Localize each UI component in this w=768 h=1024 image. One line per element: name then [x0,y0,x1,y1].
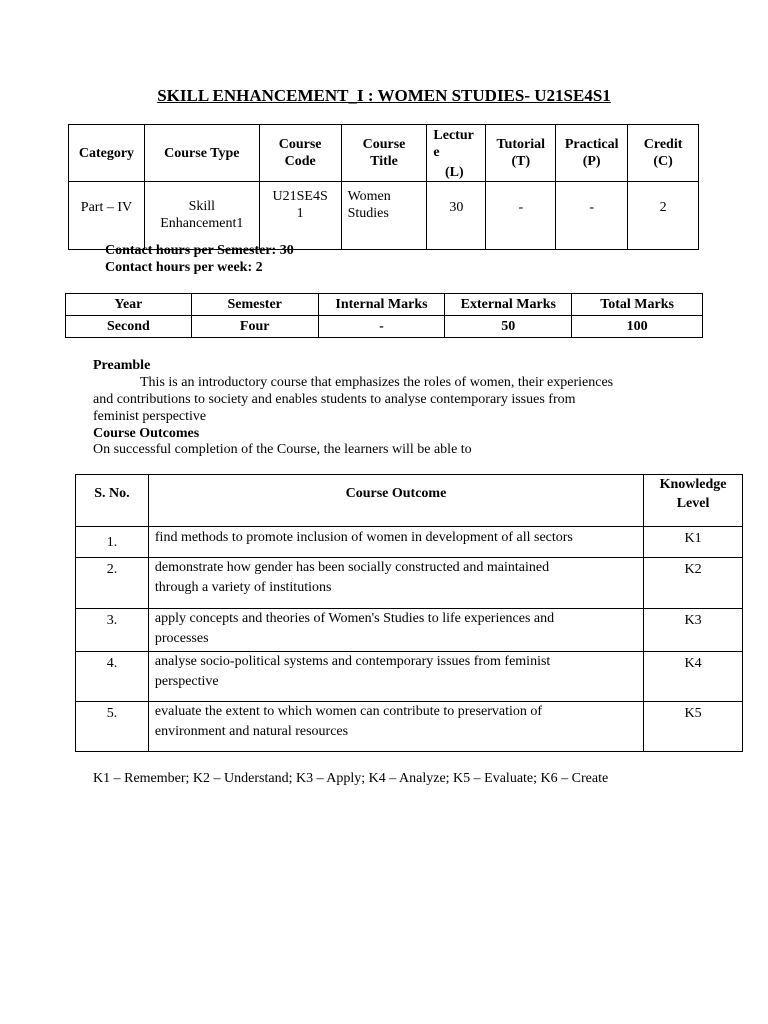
header-tutorial-line2: (T) [511,154,531,169]
header-credit [628,125,699,182]
marks-header-internal: Internal Marks [318,294,445,316]
cell-tutorial: - [486,182,556,250]
marks-value-total: 100 [572,316,703,338]
header-lecture [427,125,486,182]
outcome-row-5 [76,702,743,752]
header-course-title [341,125,427,182]
preamble-line3: feminist perspective [93,409,207,424]
cell-category: Part – IV [69,182,145,250]
outcome-level: K2 [644,558,743,609]
marks-value-row [66,316,703,338]
cell-course-code [259,182,341,250]
marks-header-year: Year [66,294,192,316]
cell-course-type-line1: Skill [188,199,216,214]
outcomes-heading: Course Outcomes [93,426,200,441]
outcome-row-2 [76,558,743,609]
header-tutorial [486,125,556,182]
outcome-text-line2: processes [154,631,209,646]
outcome-no: 1. [76,527,149,558]
header-category: Category [69,125,145,182]
page-title: SKILL ENHANCEMENT_I : WOMEN STUDIES- U21SE4S1 [157,86,611,105]
outcome-text [148,652,643,702]
outcome-text [148,702,643,752]
outcomes-header-knowledge-line2: Level [676,496,710,511]
outcomes-table [75,474,743,752]
outcome-text-line1: demonstrate how gender has been socially constructed and maintained [154,560,550,575]
outcome-text-line2: perspective [154,674,219,689]
cell-course-title-line1: Women [347,189,391,204]
marks-value-internal: - [318,316,445,338]
marks-header-row [66,294,703,316]
outcome-text [148,558,643,609]
course-info-data-row [69,182,699,250]
outcome-text-line1: apply concepts and theories of Women's Studies to life experiences and [154,611,555,626]
marks-header-total: Total Marks [572,294,703,316]
outcome-text: find methods to promote inclusion of women in development of all sectors [148,527,643,558]
cell-practical: - [556,182,628,250]
cell-course-title-line2: Studies [347,206,389,221]
outcome-no: 5. [76,702,149,752]
preamble-line2: and contributions to society and enables students to analyse contemporary issues from [93,392,576,407]
course-info-table [68,124,699,250]
header-credit-line1: Credit [643,137,683,152]
preamble-line1: This is an introductory course that emphasizes the roles of women, their experiences [140,375,614,390]
outcomes-header-outcome: Course Outcome [148,475,643,527]
header-course-code-line1: Course [278,137,322,152]
header-practical-line1: Practical [564,137,619,152]
header-course-type: Course Type [144,125,259,182]
preamble-heading: Preamble [93,358,151,373]
outcome-text [148,609,643,652]
contact-hours-week: Contact hours per week: 2 [105,260,263,275]
outcome-row-3 [76,609,743,652]
outcome-level: K4 [644,652,743,702]
header-course-title-line1: Course [362,137,406,152]
cell-course-type [144,182,259,250]
cell-credit: 2 [628,182,699,250]
knowledge-legend: K1 – Remember; K2 – Understand; K3 – Apply; K4 – Analyze; K5 – Evaluate; K6 – Create [93,771,609,786]
outcomes-intro: On successful completion of the Course, the learners will be able to [93,442,472,457]
outcome-text-line2: through a variety of institutions [154,580,332,595]
contact-hours-semester: Contact hours per Semester: 30 [105,243,294,258]
header-practical [556,125,628,182]
marks-value-external: 50 [445,316,572,338]
outcome-text-line1: analyse socio-political systems and contemporary issues from feminist [154,654,551,669]
outcomes-header-knowledge [644,475,743,527]
outcomes-header-sno: S. No. [76,475,149,527]
cell-course-code-line2: 1 [296,206,304,221]
outcome-text-line1: evaluate the extent to which women can contribute to preservation of [154,704,543,719]
header-course-title-line2: Title [370,154,398,169]
marks-value-semester: Four [191,316,318,338]
header-credit-line2: (C) [653,154,673,169]
outcome-no: 2. [76,558,149,609]
marks-header-external: External Marks [445,294,572,316]
outcome-level: K3 [644,609,743,652]
marks-table [65,293,703,338]
outcome-text-line2: environment and natural resources [154,724,349,739]
outcome-no: 4. [76,652,149,702]
header-course-code-line2: Code [284,154,316,169]
outcomes-header-row [76,475,743,527]
cell-course-code-line1: U21SE4S [272,189,328,204]
header-lecture-line2: e [433,145,440,160]
marks-header-semester: Semester [191,294,318,316]
outcome-row-1 [76,527,743,558]
outcome-level: K1 [644,527,743,558]
header-lecture-line1: Lectur [433,128,474,143]
outcome-row-4 [76,652,743,702]
cell-course-title [341,182,427,250]
cell-course-type-line2: Enhancement1 [160,216,244,231]
cell-lecture: 30 [427,182,486,250]
course-info-header-row [69,125,699,182]
header-tutorial-line1: Tutorial [496,137,546,152]
header-practical-line2: (P) [582,154,601,169]
header-lecture-line3: (L) [445,165,464,180]
outcomes-header-knowledge-line1: Knowledge [659,477,727,492]
outcome-no: 3. [76,609,149,652]
header-course-code [259,125,341,182]
outcome-level: K5 [644,702,743,752]
marks-value-year: Second [66,316,192,338]
